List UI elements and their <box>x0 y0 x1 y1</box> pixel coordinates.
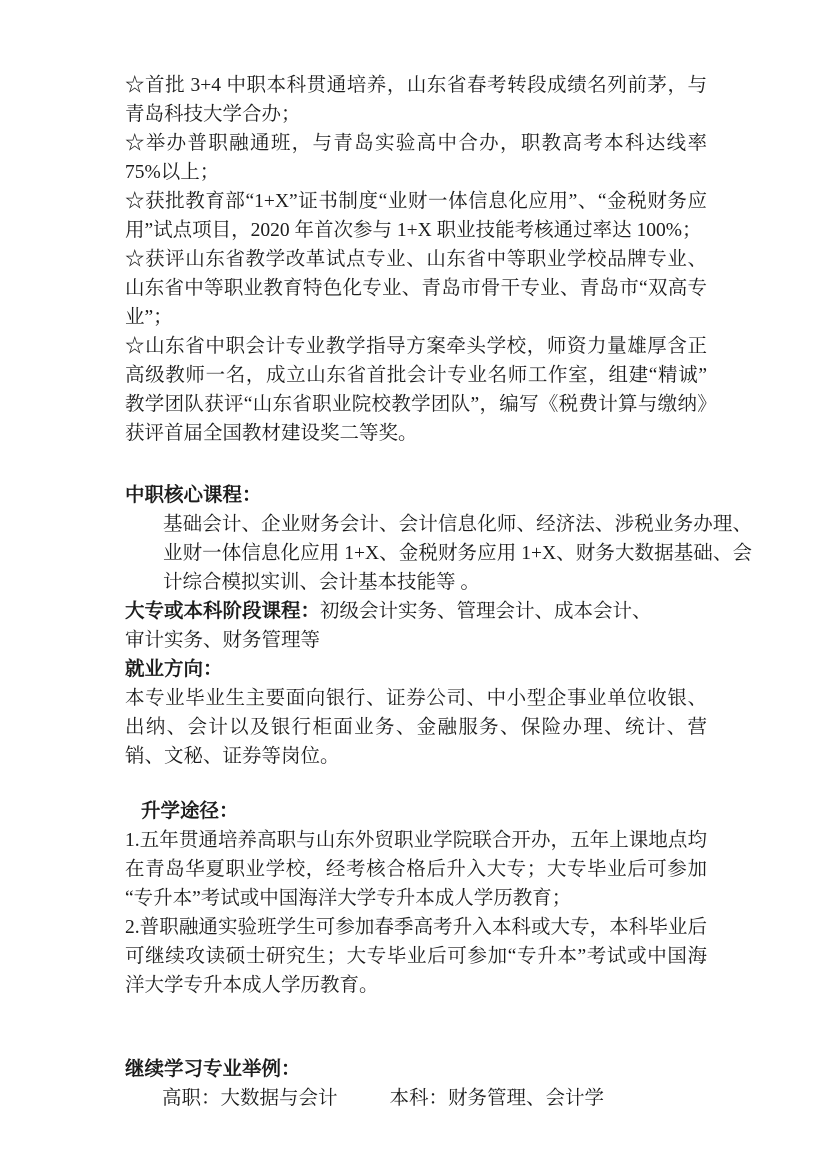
highlight-paragraph-1: ☆首批 3+4 中职本科贯通培养，山东省春考转段成绩名列前茅，与青岛科技大学合办； <box>125 75 707 125</box>
college-courses-line-2: 审计实务、财务管理等 <box>125 630 321 651</box>
advancement-heading: 升学途径： <box>141 801 239 822</box>
undergraduate-label: 本科： <box>389 1088 449 1109</box>
vocational-label: 高职： <box>162 1088 221 1109</box>
continuing-majors-line <box>162 1084 707 1113</box>
core-courses-heading: 中职核心课程： <box>125 485 262 506</box>
advancement-item-2: 2.普职融通实验班学生可参加春季高考升入本科或大专，本科毕业后可继续攻读硕士研究生；大专毕业后可参加“专升本”考试或中国海洋大学专升本成人学历教育。 <box>125 917 707 996</box>
employment-body: 本专业毕业生主要面向银行、证券公司、中小型企事业单位收银、出纳、会计以及银行柜面业务、金融服务、保险办理、统计、营销、文秘、证券等岗位。 <box>125 688 707 767</box>
highlight-paragraph-2: ☆举办普职融通班，与青岛实验高中合办，职教高考本科达线率 75%以上； <box>125 133 707 183</box>
college-courses-text-1: 初级会计实务、管理会计、成本会计、 <box>320 601 652 622</box>
highlight-paragraph-5: ☆山东省中职会计专业教学指导方案牵头学校，师资力量雄厚含正高级教师一名，成立山东省首批会计专业名师工作室，组建“精诚”教学团队获评“山东省职业院校教学团队”，编写《税费计算与缴纳》获评首届全国教材建设奖二等奖。 <box>125 336 707 444</box>
college-courses-line-1 <box>125 597 707 626</box>
employment-heading: 就业方向： <box>125 659 223 680</box>
highlight-paragraph-4: ☆获评山东省教学改革试点专业、山东省中等职业学校品牌专业、山东省中等职业教育特色化专业、青岛市骨干专业、青岛市“双高专业”； <box>125 249 707 328</box>
continuing-study-heading: 继续学习专业举例： <box>125 1059 301 1080</box>
core-courses-body: 基础会计、企业财务会计、会计信息化师、经济法、涉税业务办理、业财一体信息化应用 1+X、金税财务应用 1+X、财务大数据基础、会计综合模拟实训、会计基本技能等 。 <box>163 514 752 593</box>
highlight-paragraph-3: ☆获批教育部“1+X”证书制度“业财一体信息化应用”、“金税财务应用”试点项目，2020 年首次参与 1+X 职业技能考核通过率达 100%； <box>125 191 707 241</box>
vocational-value: 大数据与会计 <box>220 1088 338 1109</box>
advancement-item-1: 1.五年贯通培养高职与山东外贸职业学院联合开办，五年上课地点均在青岛华夏职业学校，经考核合格后升入大专；大专毕业后可参加“专升本”考试或中国海洋大学专升本成人学历教育； <box>125 830 707 909</box>
college-courses-label: 大专或本科阶段课程： <box>125 601 321 622</box>
undergraduate-value: 财务管理、会计学 <box>448 1088 605 1109</box>
